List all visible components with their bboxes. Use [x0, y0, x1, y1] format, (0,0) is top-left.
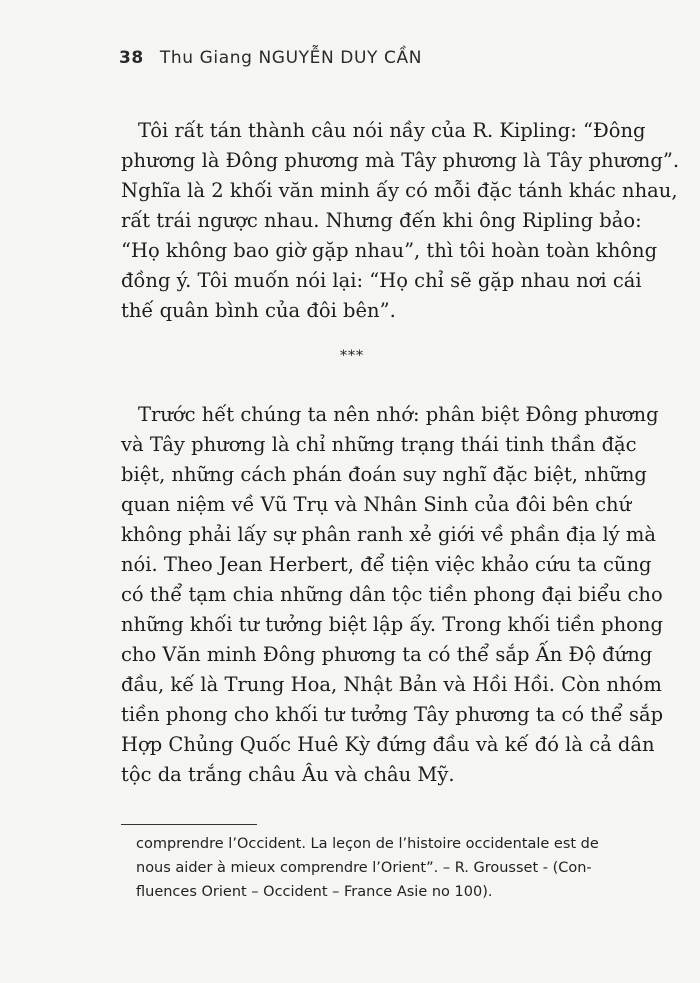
text-line: cho Văn minh Đông phương ta có thể sắp Ấn Độ đứng: [121, 643, 653, 666]
footnote-line: comprendre l’Occident. La leçon de l’histoire occidentale est de: [136, 836, 599, 852]
paragraph-kipling: [121, 116, 679, 326]
footnote-line: fluences Orient – Occident – France Asie no 100).: [136, 884, 493, 900]
text-line: phương là Đông phương mà Tây phương là Tây phương”.: [121, 149, 680, 172]
text-line: Nghĩa là 2 khối văn minh ấy có mỗi đặc tánh khác nhau,: [121, 179, 678, 202]
footnote-divider: [121, 824, 257, 825]
text-line: Trước hết chúng ta nên nhớ: phân biệt Đông phương: [138, 403, 659, 426]
text-line: và Tây phương là chỉ những trạng thái tinh thần đặc: [121, 433, 637, 456]
text-line: tộc da trắng châu Âu và châu Mỹ.: [121, 763, 455, 786]
text-line: tiền phong cho khối tư tưởng Tây phương ta có thể sắp: [121, 703, 664, 726]
text-line: Tôi rất tán thành câu nói nầy của R. Kipling: “Đông: [138, 119, 646, 142]
author-name: Thu Giang NGUYỄN DUY CẦN: [159, 48, 423, 68]
text-line: thế quân bình của đôi bên”.: [121, 299, 396, 322]
text-line: quan niệm về Vũ Trụ và Nhân Sinh của đôi bên chứ: [121, 493, 632, 516]
text-line: biệt, những cách phán đoán suy nghĩ đặc biệt, những: [121, 463, 647, 486]
text-line: không phải lấy sự phân ranh xẻ giới về phần địa lý mà: [121, 523, 657, 546]
section-separator: ***: [340, 348, 364, 364]
text-line: “Họ không bao giờ gặp nhau”, thì tôi hoàn toàn không: [121, 239, 658, 262]
text-line: có thể tạm chia những dân tộc tiền phong đại biểu cho: [121, 583, 663, 606]
running-header: [119, 48, 422, 68]
text-line: nói. Theo Jean Herbert, để tiện việc khảo cứu ta cũng: [121, 553, 652, 576]
text-line: Hợp Chủng Quốc Huê Kỳ đứng đầu và kế đó là cả dân: [121, 733, 655, 756]
page-number: 38: [119, 48, 144, 68]
text-line: rất trái ngược nhau. Nhưng đến khi ông Ripling bảo:: [121, 209, 642, 232]
footnote: [136, 832, 599, 904]
text-line: đầu, kế là Trung Hoa, Nhật Bản và Hồi Hồi. Còn nhóm: [121, 673, 662, 696]
text-line: những khối tư tưởng biệt lập ấy. Trong khối tiền phong: [121, 613, 663, 636]
paragraph-east-west: [121, 400, 663, 790]
footnote-line: nous aider à mieux comprendre l’Orient”. – R. Grousset - (Con-: [136, 860, 592, 876]
text-line: đồng ý. Tôi muốn nói lại: “Họ chỉ sẽ gặp nhau nơi cái: [121, 269, 642, 292]
